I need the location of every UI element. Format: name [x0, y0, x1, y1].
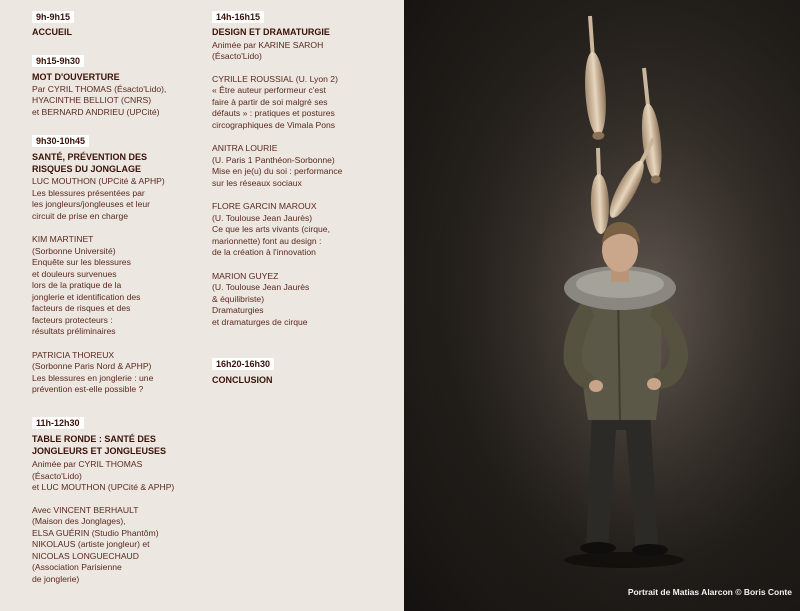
time-badge: 16h20-16h30	[212, 358, 274, 370]
session-conclusion	[212, 354, 274, 387]
talk-entry: LUC MOUTHON (UPCité & APHP) Les blessures présentées par les jongleurs/jongleuses et leur circuit de prise en charge	[32, 176, 165, 221]
time-badge: 9h15-9h30	[32, 55, 84, 67]
talk-entry: FLORE GARCIN MAROUX (U. Toulouse Jean Jaurès) Ce que les arts vivants (cirque, marionnette) font au design : de la création à l'innovation	[212, 201, 330, 257]
juggler-illustration	[404, 0, 800, 611]
session-ouverture	[32, 51, 166, 118]
time-badge: 14h-16h15	[212, 11, 264, 23]
talk-entry: CYRILLE ROUSSIAL (U. Lyon 2) « Être auteur performeur c'est faire à partir de soi malgré ses défauts » : pratiques et postures circographiques de Vimala Pons	[212, 73, 338, 130]
time-badge: 9h30-10h45	[32, 135, 89, 147]
talk-entry: MARION GUYEZ (U. Toulouse Jean Jaurès & équilibriste) Dramaturgies et dramaturges de cirque	[212, 270, 310, 327]
session-participants: Avec VINCENT BERHAULT (Maison des Jonglages), ELSA GUÉRIN (Studio Phantôm) NIKOLAUS (artiste jongleur) et NICOLAS LONGUECHAUD (Association Parisienne de jonglerie)	[32, 504, 159, 584]
session-title: TABLE RONDE : SANTÉ DES JONGLEURS ET JONGLEUSES	[32, 434, 167, 456]
session-title: ACCUEIL	[32, 27, 72, 37]
photo-credit: Portrait de Matias Alarcon © Boris Conte	[627, 587, 792, 597]
session-title: CONCLUSION	[212, 375, 273, 385]
talk-entry: PATRICIA THOREUX (Sorbonne Paris Nord & APHP) Les blessures en jonglerie : une prévention est-elle possible ?	[32, 349, 154, 394]
session-moderators: Animée par CYRIL THOMAS (Ésacto'Lido) et LUC MOUTHON (UPCité & APHP)	[32, 459, 175, 492]
session-design	[212, 7, 342, 328]
session-accueil	[32, 7, 74, 39]
session-title: MOT D'OUVERTURE	[32, 72, 120, 82]
session-table-ronde	[32, 413, 174, 585]
juggler-portrait-photo	[404, 0, 800, 611]
session-sante	[32, 131, 165, 396]
session-title: DESIGN ET DRAMATURGIE	[212, 27, 330, 37]
talk-entry: KIM MARTINET (Sorbonne Université) Enquête sur les blessures et douleurs survenues lors de la pratique de la jonglerie et identification des facteurs de risques et des facteurs protecteurs : résultats préliminaires	[32, 234, 141, 336]
time-badge: 9h-9h15	[32, 11, 74, 23]
time-badge: 11h-12h30	[32, 417, 84, 429]
session-title: SANTÉ, PRÉVENTION DES RISQUES DU JONGLAGE	[32, 152, 148, 174]
talk-entry: ANITRA LOURIE (U. Paris 1 Panthéon-Sorbonne) Mise en je(u) du soi : performance sur les réseaux sociaux	[212, 143, 343, 188]
session-speakers: Par CYRIL THOMAS (Ésacto'Lido), HYACINTHE BELLIOT (CNRS) et BERNARD ANDRIEU (UPCité)	[32, 83, 167, 117]
session-moderators: Animée par KARINE SAROH (Ésacto'Lido)	[212, 39, 324, 61]
